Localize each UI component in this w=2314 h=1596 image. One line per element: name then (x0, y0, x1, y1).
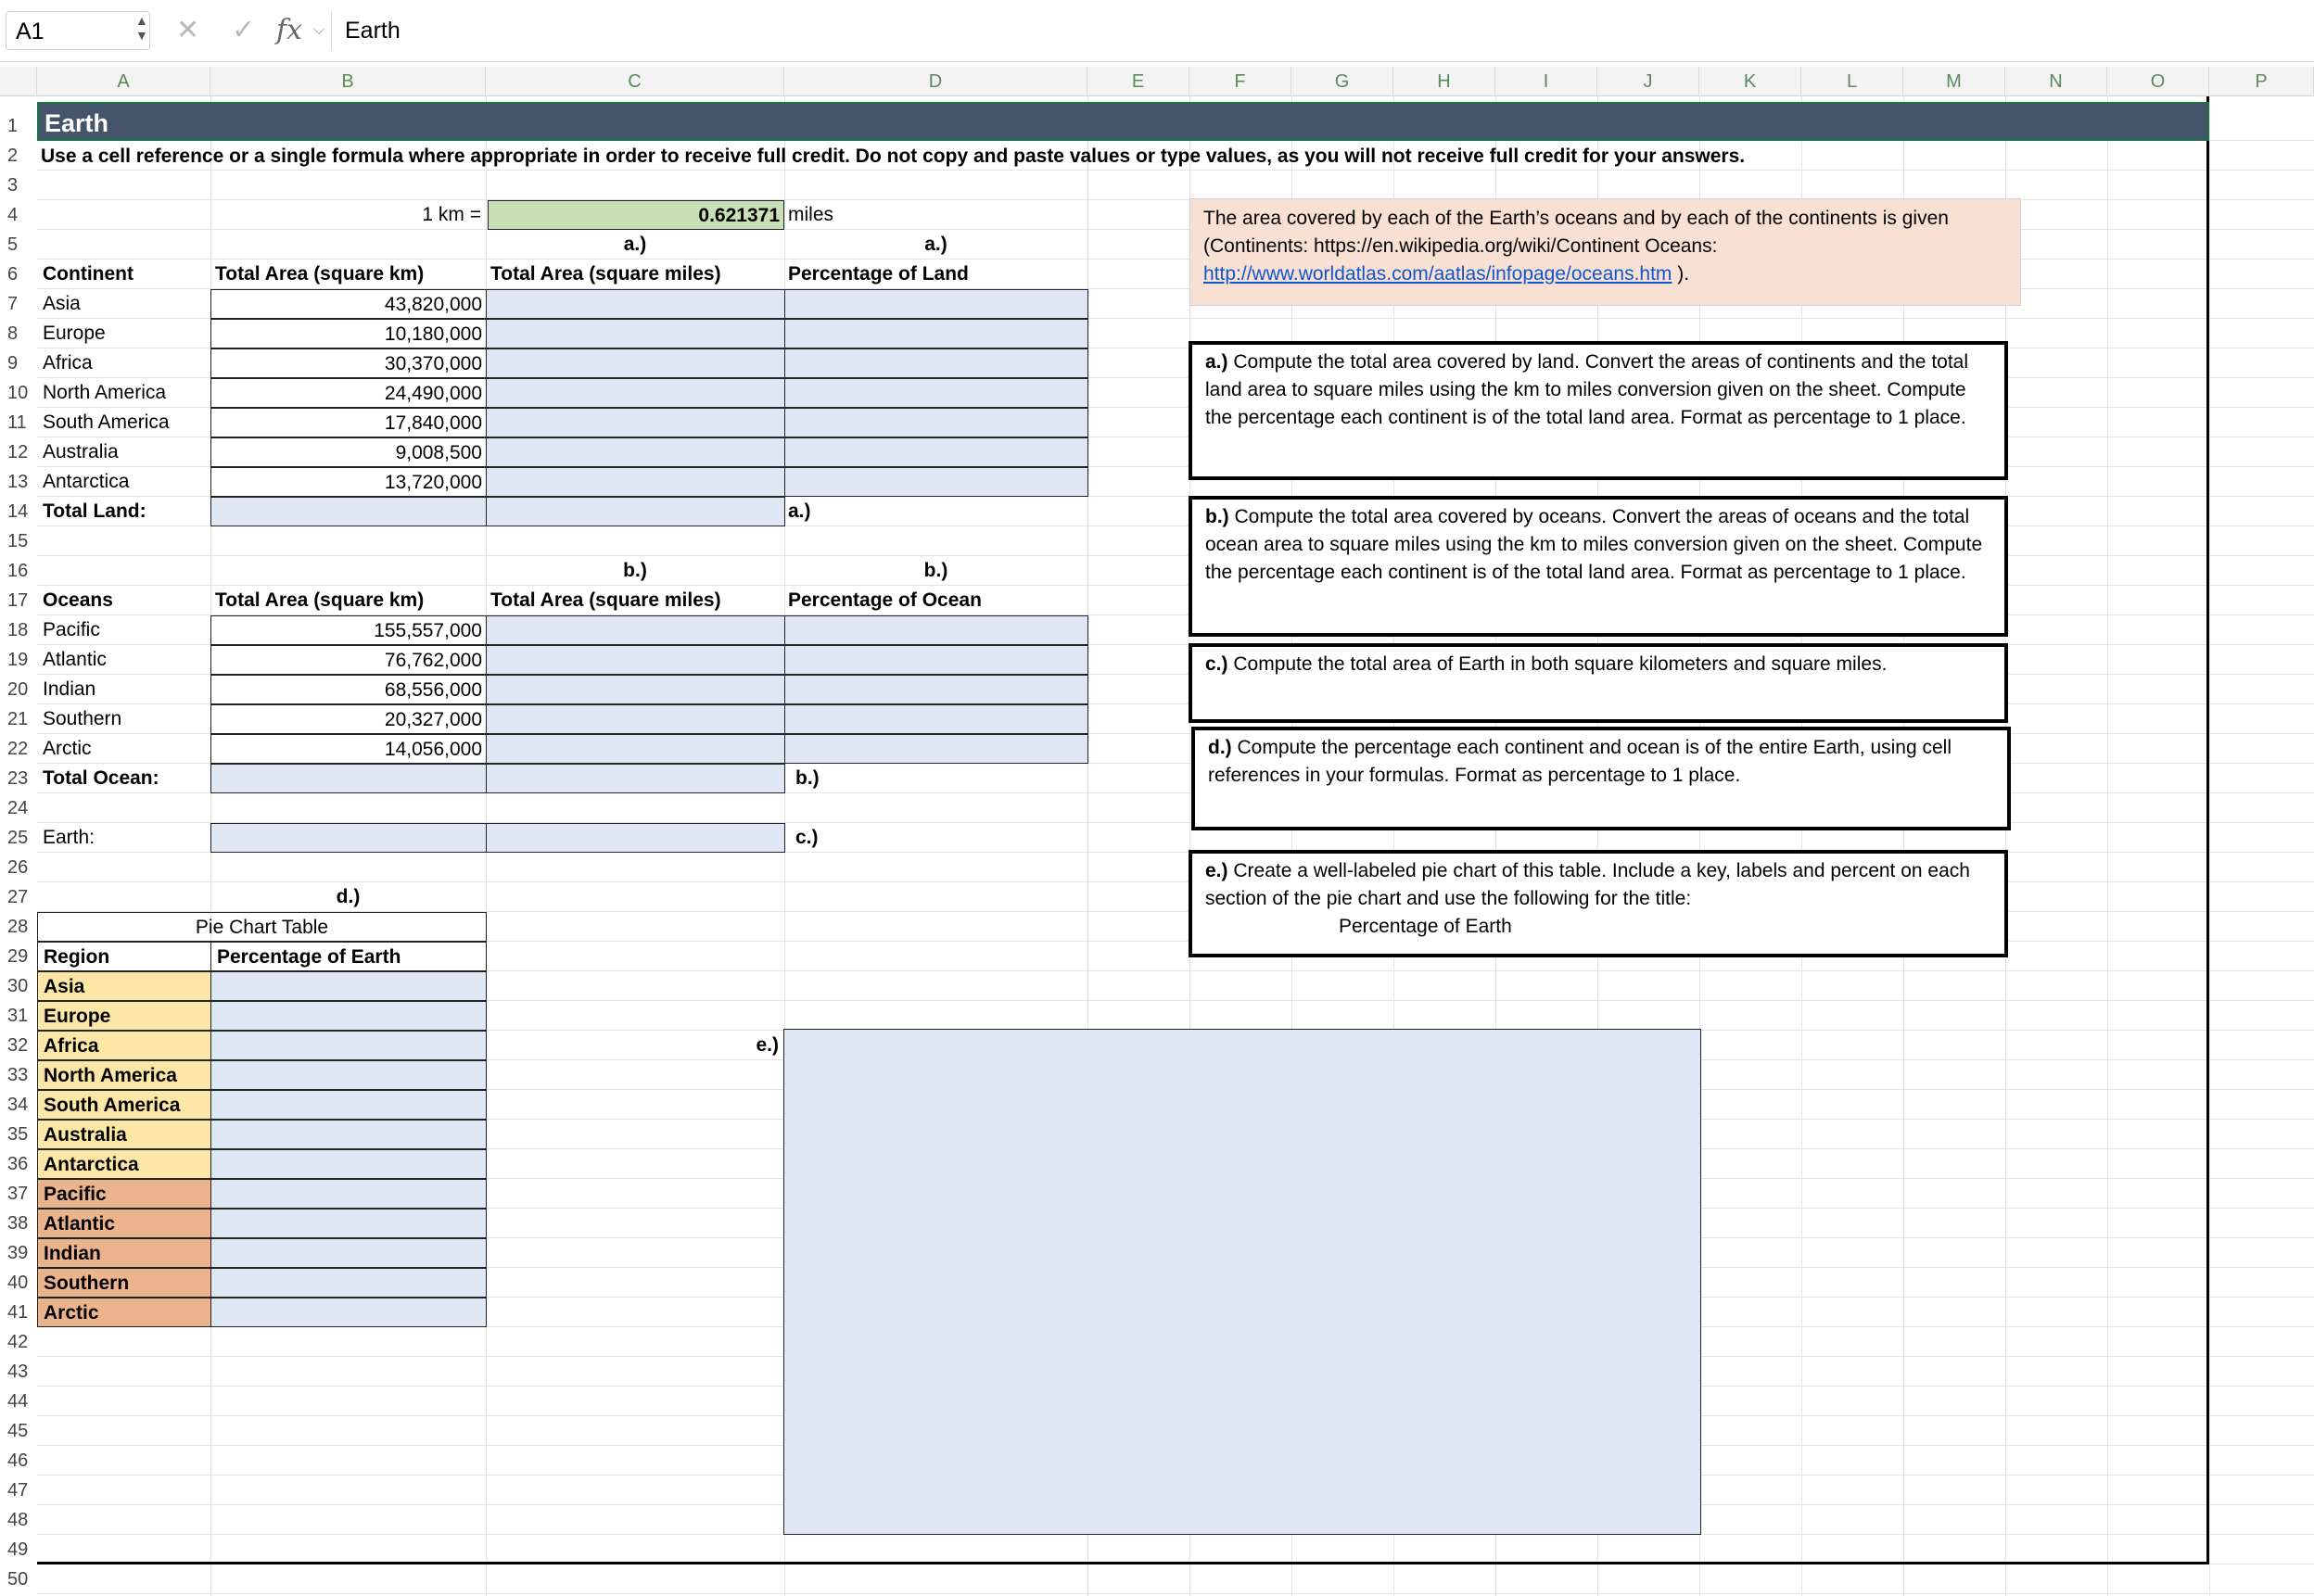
row-header-21[interactable]: 21 (7, 709, 29, 729)
pie-region-cell[interactable]: South America (37, 1090, 211, 1120)
row-header-30[interactable]: 30 (7, 976, 29, 996)
conversion-unit: miles (788, 204, 834, 225)
row-header-27[interactable]: 27 (7, 887, 29, 907)
pie-percentage-cell[interactable] (210, 971, 487, 1001)
land-row-miles-cell[interactable] (486, 378, 785, 408)
column-header-b[interactable]: B (210, 67, 486, 96)
land-row-percentage-cell[interactable] (784, 467, 1088, 497)
column-header-n[interactable]: N (2005, 67, 2107, 96)
total-ocean-miles-cell[interactable] (486, 764, 785, 793)
column-header-a[interactable]: A (37, 67, 210, 96)
land-row-miles-cell[interactable] (486, 289, 785, 319)
chevron-down-icon[interactable]: ⌵ (313, 22, 325, 38)
row-header-24[interactable]: 24 (7, 798, 29, 818)
land-row-km[interactable]: 9,008,500 (210, 437, 487, 467)
row-header-15[interactable]: 15 (7, 531, 29, 551)
pie-percentage-cell[interactable] (210, 1238, 487, 1268)
pie-percentage-cell[interactable] (210, 1060, 487, 1090)
land-row-miles-cell[interactable] (486, 408, 785, 437)
land-header-continent: Continent (43, 263, 134, 285)
earth-label: Earth: (43, 827, 95, 848)
pie-table-percentage-header: Percentage of Earth (210, 942, 487, 971)
row-header-8[interactable]: 8 (7, 323, 19, 344)
ocean-row-name: Arctic (43, 738, 92, 759)
name-box[interactable]: A1 (6, 11, 150, 50)
land-row-km[interactable]: 10,180,000 (210, 319, 487, 348)
row-header-38[interactable]: 38 (7, 1213, 29, 1234)
pie-region-cell[interactable]: Indian (37, 1238, 211, 1268)
column-header-m[interactable]: M (1903, 67, 2005, 96)
land-tag-d: a.) (924, 234, 947, 255)
land-row-miles-cell[interactable] (486, 319, 785, 348)
pie-region-cell[interactable]: North America (37, 1060, 211, 1090)
ocean-row-miles-cell[interactable] (486, 615, 785, 645)
pie-percentage-cell[interactable] (210, 1090, 487, 1120)
task-b-text: Compute the total area covered by oceans. Convert the areas of oceans and the total ocean area to square miles using the km to miles conversion given on the sheet. Compute the percentage each continent is of the total land area. Format as percentage to 1 place. (1205, 506, 1983, 583)
row-header-49[interactable]: 49 (7, 1539, 29, 1560)
land-row-percentage-cell[interactable] (784, 289, 1088, 319)
row-header-36[interactable]: 36 (7, 1154, 29, 1174)
column-header-p[interactable]: P (2209, 67, 2314, 96)
total-land-km-cell[interactable] (210, 497, 487, 526)
pie-percentage-cell[interactable] (210, 1179, 487, 1209)
land-row-percentage-cell[interactable] (784, 437, 1088, 467)
row-header-10[interactable]: 10 (7, 383, 29, 403)
land-tag-c: a.) (623, 234, 647, 255)
ocean-row-percentage-cell[interactable] (784, 704, 1088, 734)
pie-region-cell[interactable]: Arctic (37, 1298, 211, 1327)
earth-miles-cell[interactable] (486, 823, 785, 853)
ocean-row-miles-cell[interactable] (486, 704, 785, 734)
ocean-header-km: Total Area (square km) (215, 589, 425, 611)
row-header-18[interactable]: 18 (7, 620, 29, 640)
row-header-29[interactable]: 29 (7, 946, 29, 967)
task-d-text: Compute the percentage each continent and ocean is of the entire Earth, using cell references in your formulas. Format as percentage to 1 place. (1208, 737, 1952, 786)
ocean-row-km[interactable]: 155,557,000 (210, 615, 487, 645)
row-header-17[interactable]: 17 (7, 590, 29, 611)
title-cell[interactable]: Earth (37, 102, 2209, 141)
ocean-row-percentage-cell[interactable] (784, 675, 1088, 704)
row-header-44[interactable]: 44 (7, 1391, 29, 1412)
land-row-name: Europe (43, 323, 106, 344)
pie-region-cell[interactable]: Antarctica (37, 1149, 211, 1179)
pie-table-tag: d.) (336, 886, 361, 907)
row-header-19[interactable]: 19 (7, 650, 29, 670)
ocean-row-miles-cell[interactable] (486, 675, 785, 704)
ocean-row-name: Indian (43, 678, 96, 700)
row-header-42[interactable]: 42 (7, 1332, 29, 1352)
task-a-text: Compute the total area covered by land. Convert the areas of continents and the total land area to square miles using the km to miles conversion given on the sheet. Compute the percentage each continent is of the total land area. Format as percentage to 1 place. (1205, 351, 1969, 428)
column-header-k[interactable]: K (1699, 67, 1801, 96)
task-e-box (1189, 850, 2008, 957)
land-row-name: Asia (43, 293, 81, 314)
chart-placeholder[interactable] (783, 1029, 1701, 1535)
ocean-row-percentage-cell[interactable] (784, 615, 1088, 645)
land-row-name: South America (43, 412, 170, 433)
row-header-45[interactable]: 45 (7, 1421, 29, 1441)
row-header-47[interactable]: 47 (7, 1480, 29, 1501)
row-header-39[interactable]: 39 (7, 1243, 29, 1263)
pie-region-cell[interactable]: Asia (37, 971, 211, 1001)
row-header-32[interactable]: 32 (7, 1035, 29, 1056)
pie-region-cell[interactable]: Pacific (37, 1179, 211, 1209)
row-header-31[interactable]: 31 (7, 1006, 29, 1026)
pie-percentage-cell[interactable] (210, 1149, 487, 1179)
pie-percentage-cell[interactable] (210, 1298, 487, 1327)
total-ocean-tag: b.) (795, 767, 820, 789)
row-header-41[interactable]: 41 (7, 1302, 29, 1323)
row-header-22[interactable]: 22 (7, 739, 29, 759)
land-row-miles-cell[interactable] (486, 467, 785, 497)
row-header-46[interactable]: 46 (7, 1450, 29, 1471)
row-header-34[interactable]: 34 (7, 1095, 29, 1115)
task-a-label: a.) (1205, 351, 1228, 373)
land-row-percentage-cell[interactable] (784, 319, 1088, 348)
ocean-tag-d: b.) (923, 560, 948, 581)
pie-table-title: Pie Chart Table (37, 912, 487, 942)
instruction-text: Use a cell reference or a single formula where appropriate in order to receive full credit. Do not copy and paste values or type values, as you will not receive full credit for your answers. (41, 146, 1746, 167)
row-header-14[interactable]: 14 (7, 501, 29, 522)
conversion-value-cell[interactable]: 0.621371 (488, 200, 784, 230)
column-header-g[interactable]: G (1291, 67, 1393, 96)
row-header-37[interactable]: 37 (7, 1184, 29, 1204)
formula-input[interactable]: Earth (331, 11, 2306, 50)
ocean-row-percentage-cell[interactable] (784, 734, 1088, 764)
row-header-26[interactable]: 26 (7, 857, 29, 878)
ocean-row-km[interactable]: 68,556,000 (210, 675, 487, 704)
row-header-20[interactable]: 20 (7, 679, 29, 700)
land-row-miles-cell[interactable] (486, 348, 785, 378)
task-e-title-line: Percentage of Earth (1339, 916, 1512, 937)
earth-km-cell[interactable] (210, 823, 487, 853)
pie-percentage-cell[interactable] (210, 1001, 487, 1031)
conversion-label: 1 km = (422, 204, 481, 225)
task-c-text: Compute the total area of Earth in both square kilometers and square miles. (1227, 653, 1888, 675)
pie-region-cell[interactable]: Europe (37, 1001, 211, 1031)
ocean-header-miles: Total Area (square miles) (490, 589, 721, 611)
land-row-name: Africa (43, 352, 93, 374)
task-b-label: b.) (1205, 506, 1229, 527)
source-link[interactable]: http://www.worldatlas.com/aatlas/infopage/oceans.htm (1203, 263, 1672, 285)
task-e-label: e.) (1205, 860, 1228, 881)
source-note-tail: ). (1672, 263, 1690, 285)
pie-region-cell[interactable]: Australia (37, 1120, 211, 1149)
land-header-percentage: Percentage of Land (788, 263, 969, 285)
pie-region-cell[interactable]: Atlantic (37, 1209, 211, 1238)
row-header-5[interactable]: 5 (7, 234, 19, 255)
task-a-box (1189, 341, 2008, 480)
row-header-1[interactable]: 1 (7, 116, 19, 136)
pie-percentage-cell[interactable] (210, 1209, 487, 1238)
ocean-row-name: Pacific (43, 619, 100, 640)
row-header-12[interactable]: 12 (7, 442, 29, 462)
column-header-o[interactable]: O (2107, 67, 2209, 96)
ocean-row-name: Atlantic (43, 649, 107, 670)
land-row-km[interactable]: 24,490,000 (210, 378, 487, 408)
ocean-row-miles-cell[interactable] (486, 734, 785, 764)
total-land-label: Total Land: (43, 500, 146, 522)
ocean-row-percentage-cell[interactable] (784, 645, 1088, 675)
row-header-35[interactable]: 35 (7, 1124, 29, 1145)
pie-region-cell[interactable]: Africa (37, 1031, 211, 1060)
pie-region-cell[interactable]: Southern (37, 1268, 211, 1298)
ocean-row-km[interactable]: 76,762,000 (210, 645, 487, 675)
total-ocean-label: Total Ocean: (43, 767, 159, 789)
row-header-48[interactable]: 48 (7, 1510, 29, 1530)
land-row-name: Antarctica (43, 471, 130, 492)
confirm-icon[interactable]: ✓ (232, 15, 256, 45)
row-header-25[interactable]: 25 (7, 828, 29, 848)
row-header-50[interactable]: 50 (7, 1569, 29, 1590)
source-note-text: The area covered by each of the Earth’s oceans and by each of the continents is given (Continents: https://en.wikipedia.org/wiki/Continent Oceans: (1203, 208, 1949, 257)
row-header-2[interactable]: 2 (7, 146, 19, 166)
row-header-23[interactable]: 23 (7, 768, 29, 789)
row-header-4[interactable]: 4 (7, 205, 19, 225)
row-header-6[interactable]: 6 (7, 264, 19, 285)
land-row-percentage-cell[interactable] (784, 348, 1088, 378)
fx-icon[interactable]: fx (276, 14, 303, 46)
land-row-km[interactable]: 43,820,000 (210, 289, 487, 319)
formula-bar (0, 0, 2314, 62)
row-header-3[interactable]: 3 (7, 175, 19, 196)
ocean-header-percentage: Percentage of Ocean (788, 589, 982, 611)
total-land-tag: a.) (788, 500, 811, 522)
land-row-percentage-cell[interactable] (784, 408, 1088, 437)
ocean-row-miles-cell[interactable] (486, 645, 785, 675)
column-header-i[interactable]: I (1495, 67, 1597, 96)
task-d-box (1191, 727, 2011, 830)
pie-percentage-cell[interactable] (210, 1031, 487, 1060)
ocean-tag-c: b.) (623, 560, 647, 581)
land-header-miles: Total Area (square miles) (490, 263, 721, 285)
land-row-km[interactable]: 13,720,000 (210, 467, 487, 497)
total-land-miles-cell[interactable] (486, 497, 785, 526)
row-header-33[interactable]: 33 (7, 1065, 29, 1085)
earth-tag: c.) (795, 827, 819, 848)
column-header-d[interactable]: D (784, 67, 1087, 96)
ocean-row-name: Southern (43, 708, 122, 729)
task-c-box (1189, 643, 2008, 723)
column-header-h[interactable]: H (1393, 67, 1495, 96)
column-header-f[interactable]: F (1189, 67, 1291, 96)
land-row-percentage-cell[interactable] (784, 378, 1088, 408)
row-header-13[interactable]: 13 (7, 472, 29, 492)
ocean-row-km[interactable]: 20,327,000 (210, 704, 487, 734)
row-header-11[interactable]: 11 (7, 412, 27, 433)
chart-tag: e.) (756, 1034, 779, 1056)
land-row-km[interactable]: 17,840,000 (210, 408, 487, 437)
pie-percentage-cell[interactable] (210, 1268, 487, 1298)
column-header-c[interactable]: C (486, 67, 784, 96)
column-header-l[interactable]: L (1801, 67, 1903, 96)
column-header-j[interactable]: J (1597, 67, 1699, 96)
column-header-e[interactable]: E (1087, 67, 1189, 96)
row-header-7[interactable]: 7 (7, 294, 19, 314)
task-d-label: d.) (1208, 737, 1232, 758)
ocean-header-oceans: Oceans (43, 589, 113, 611)
land-row-name: Australia (43, 441, 119, 462)
task-e-text: Create a well-labeled pie chart of this table. Include a key, labels and percent on each section of the pie chart and use the following for the title: (1205, 860, 1970, 909)
row-header-40[interactable]: 40 (7, 1273, 29, 1293)
cancel-icon[interactable]: ✕ (176, 15, 200, 45)
row-header-28[interactable]: 28 (7, 917, 29, 937)
row-header-16[interactable]: 16 (7, 561, 29, 581)
row-header-9[interactable]: 9 (7, 353, 19, 374)
name-box-spinner-icon[interactable]: ▲ ▼ (135, 13, 148, 43)
task-b-box (1189, 496, 2008, 637)
source-note (1189, 198, 2021, 306)
total-ocean-km-cell[interactable] (210, 764, 487, 793)
select-all-corner[interactable] (0, 67, 37, 96)
task-c-label: c.) (1205, 653, 1228, 675)
land-row-name: North America (43, 382, 167, 403)
land-row-km[interactable]: 30,370,000 (210, 348, 487, 378)
pie-table-region-header: Region (37, 942, 211, 971)
land-header-km: Total Area (square km) (215, 263, 425, 285)
ocean-row-km[interactable]: 14,056,000 (210, 734, 487, 764)
row-header-43[interactable]: 43 (7, 1362, 29, 1382)
pie-percentage-cell[interactable] (210, 1120, 487, 1149)
land-row-miles-cell[interactable] (486, 437, 785, 467)
